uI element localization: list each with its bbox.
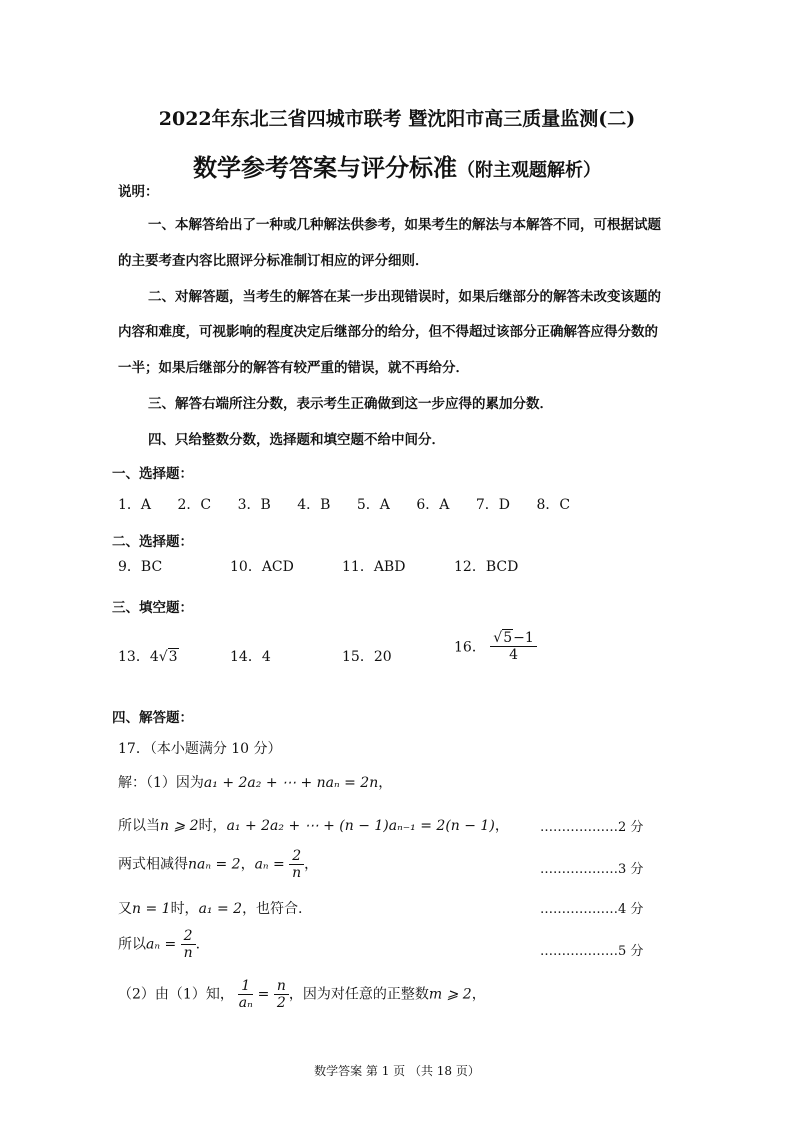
text: 时， xyxy=(170,901,199,917)
page-title: 2022年东北三省四城市联考 暨沈阳市高三质量监测(二) xyxy=(158,108,636,130)
section-solutions: 四、解答题： xyxy=(112,710,193,726)
math-expression: aₙ = xyxy=(254,856,285,873)
text: ，也符合. xyxy=(242,901,303,917)
sqrt-sign: √ xyxy=(493,630,503,646)
answer-16-fraction xyxy=(490,630,536,663)
answer-11: 11．ABD xyxy=(342,559,406,575)
note-2-line-3: 一半；如果后继部分的解答有较严重的错误，就不再给分． xyxy=(118,360,469,376)
fraction-numerator xyxy=(490,630,536,647)
text: ， xyxy=(494,818,509,834)
math-expression: aₙ = xyxy=(146,936,177,953)
answer-16 xyxy=(454,630,537,663)
answer-9: 9．BC xyxy=(118,559,163,575)
single-choice-answers xyxy=(118,494,592,514)
math-expression: n ⩾ 2 xyxy=(160,818,199,834)
fraction-denominator: 2 xyxy=(276,995,286,1012)
fraction xyxy=(289,848,304,881)
q17-line-2 xyxy=(118,815,509,835)
text: 解：（1）因为 xyxy=(118,775,204,791)
page-footer: 数学答案 第 1 页 （共 18 页） xyxy=(314,1064,480,1078)
fraction-numerator: 1 xyxy=(238,978,253,995)
q17-line-1 xyxy=(118,772,392,792)
math-expression: a₁ + 2a₂ + ⋯ + naₙ = 2n xyxy=(203,775,379,791)
answer-15: 15．20 xyxy=(342,649,392,665)
fraction-numerator: n xyxy=(274,978,289,995)
q17-line-3 xyxy=(118,848,318,881)
fraction-denominator: n xyxy=(183,945,193,962)
section-single-choice: 一、选择题： xyxy=(112,466,193,482)
answer-12: 12．BCD xyxy=(454,559,519,575)
answer-1: 1．A xyxy=(118,497,152,513)
fraction-denominator: aₙ xyxy=(238,995,253,1012)
fraction-denominator: 4 xyxy=(509,647,518,664)
fraction-numerator: 2 xyxy=(289,848,304,865)
notes-label: 说明： xyxy=(118,184,159,200)
note-2-line-2: 内容和难度，可视影响的程度决定后继部分的给分，但不得超过该部分正确解答应得分数的 xyxy=(118,324,658,340)
subtitle-main: 数学参考答案与评分标准 xyxy=(193,153,457,182)
answer-5: 5．A xyxy=(356,497,390,513)
score-marker: ………………3 分 xyxy=(540,862,644,877)
text: ， xyxy=(240,856,255,873)
q17-line-5 xyxy=(118,928,200,961)
math-expression: m ⩾ 2 xyxy=(428,986,472,1003)
text: . xyxy=(195,936,201,953)
answer-13-label: 13． xyxy=(118,649,150,665)
text: ， xyxy=(378,775,393,791)
text: ， xyxy=(304,856,319,873)
score-marker: ………………2 分 xyxy=(540,820,644,835)
score-marker: ………………4 分 xyxy=(540,902,644,917)
math-expression: a₁ + 2a₂ + ⋯ + (n − 1)aₙ₋₁ = 2(n − 1) xyxy=(226,818,495,834)
note-4: 四、只给整数分数，选择题和填空题不给中间分． xyxy=(148,432,445,448)
answer-14: 14．4 xyxy=(230,649,271,665)
note-3: 三、解答右端所注分数，表示考生正确做到这一步应得的累加分数． xyxy=(148,396,553,412)
score-marker: ………………5 分 xyxy=(540,944,644,959)
answer-16-label: 16． xyxy=(454,639,486,656)
answer-10: 10．ACD xyxy=(230,559,294,575)
text: ， xyxy=(471,986,486,1003)
page-subtitle xyxy=(0,148,794,183)
text: 两式相减得 xyxy=(118,856,188,873)
math-expression: n = 1 xyxy=(132,901,171,917)
text: 所以 xyxy=(118,936,146,953)
answer-16-numerator-rest: −1 xyxy=(513,630,534,646)
section-multi-choice: 二、选择题： xyxy=(112,534,193,550)
section-fill-in: 三、填空题： xyxy=(112,600,193,616)
text: 所以当 xyxy=(118,818,160,834)
subtitle-note: （附主观题解析） xyxy=(457,160,601,181)
fraction xyxy=(181,928,196,961)
answer-4: 4．B xyxy=(297,497,331,513)
fraction-numerator: 2 xyxy=(181,928,196,945)
answer-7: 7．D xyxy=(475,497,510,513)
q17-line-4 xyxy=(118,898,303,918)
answer-3: 3．B xyxy=(237,497,271,513)
answer-6: 6．A xyxy=(416,497,450,513)
note-1-line-1: 一、本解答给出了一种或几种解法供参考，如果考生的解法与本解答不同，可根据试题 xyxy=(148,217,661,233)
q17-line-6 xyxy=(118,978,486,1011)
answer-13-radicand: 3 xyxy=(168,649,178,665)
note-1-line-2: 的主要考查内容比照评分标准制订相应的评分细则． xyxy=(118,253,429,269)
equals-sign: = xyxy=(257,986,270,1003)
text: （2）由（1）知， xyxy=(118,986,234,1003)
answer-16-radicand: 5 xyxy=(503,630,513,646)
fraction-denominator: n xyxy=(292,865,302,882)
math-expression: naₙ = 2 xyxy=(188,856,241,873)
text: ，因为对任意的正整数 xyxy=(288,986,429,1003)
math-expression: a₁ = 2 xyxy=(198,901,243,917)
answer-2: 2．C xyxy=(177,497,212,513)
text: 又 xyxy=(118,901,132,917)
answer-13-coef: 4 xyxy=(149,649,159,665)
text: 时， xyxy=(198,818,227,834)
fraction xyxy=(238,978,253,1011)
note-2-line-1: 二、对解答题，当考生的解答在某一步出现错误时，如果后继部分的解答未改变该题的 xyxy=(148,289,661,305)
answer-8: 8．C xyxy=(536,497,571,513)
sqrt-sign: √ xyxy=(158,649,168,665)
answer-13 xyxy=(118,646,179,666)
fraction xyxy=(274,978,289,1011)
q17-header: 17．（本小题满分 10 分） xyxy=(118,741,282,757)
